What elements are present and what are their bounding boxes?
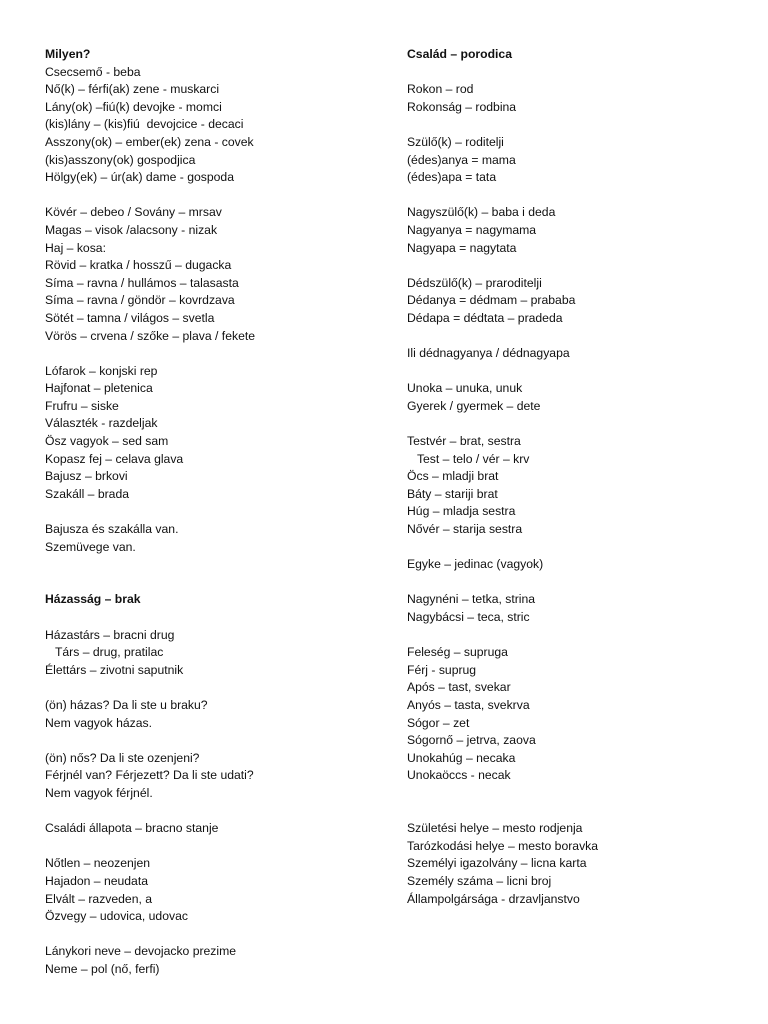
vocab-line: Testvér – brat, sestra	[407, 434, 521, 449]
vocab-line: Szülő(k) – roditelji	[407, 134, 504, 149]
vocab-line: Rövid – kratka / hosszű – dugacka	[45, 258, 232, 273]
vocab-line: Gyerek / gyermek – dete	[407, 398, 541, 413]
blank-line	[407, 187, 747, 205]
section-heading: Házasság – brak	[45, 592, 141, 607]
vocab-line: Unokaöccs - necak	[407, 768, 511, 783]
vocab-line: Sógor – zet	[407, 715, 470, 730]
left-column	[45, 46, 385, 978]
vocab-line: Férjnél van? Férjezett? Da li ste udati?	[45, 768, 254, 783]
vocab-line: Báty – stariji brat	[407, 486, 498, 501]
vocab-line: Sötét – tamna / világos – svetla	[45, 310, 215, 325]
blank-line	[407, 257, 747, 275]
vocab-line: Bajusza és szakálla van.	[45, 522, 179, 537]
vocab-line: Rokon – rod	[407, 82, 474, 97]
blank-line	[407, 539, 747, 557]
vocab-line: Lófarok – konjski rep	[45, 363, 158, 378]
vocab-line: Szakáll – brada	[45, 486, 130, 501]
blank-line	[45, 556, 385, 574]
blank-line	[407, 116, 747, 134]
vocab-line: Szemüvege van.	[45, 539, 136, 554]
section-heading: Milyen?	[45, 47, 91, 61]
vocab-line: (kis)lány – (kis)fiú devojcice - decaci	[45, 117, 244, 132]
vocab-line: Nem vagyok férjnél.	[45, 785, 153, 800]
vocab-line: Dédszülő(k) – praroditelji	[407, 275, 542, 290]
vocab-line: Hölgy(ek) – úr(ak) dame - gospoda	[45, 170, 234, 185]
vocab-line: Neme – pol (nő, ferfi)	[45, 961, 160, 976]
vocab-line: Sógornő – jetrva, zaova	[407, 733, 536, 748]
vocab-line: Nagyszülő(k) – baba i deda	[407, 205, 556, 220]
vocab-line: Nőtlen – neozenjen	[45, 856, 151, 871]
blank-line	[407, 627, 747, 645]
vocab-line: Frufru – siske	[45, 398, 119, 413]
vocab-line: Csecsemő - beba	[45, 64, 141, 79]
blank-line	[45, 503, 385, 521]
vocab-line: Nem vagyok házas.	[45, 715, 153, 730]
vocab-line: (édes)anya = mama	[407, 152, 516, 167]
vocab-line: Lány(ok) –fiú(k) devojke - momci	[45, 99, 222, 114]
vocab-line: Személy száma – licni broj	[407, 873, 552, 888]
vocab-line: Házastárs – bracni drug	[45, 627, 175, 642]
vocab-line: Asszony(ok) – ember(ek) zena - covek	[45, 134, 254, 149]
blank-line	[407, 363, 747, 381]
blank-line	[45, 926, 385, 944]
vocab-line: (ön) házas? Da li ste u braku?	[45, 697, 208, 712]
vocab-line: Állampolgársága - drzavljanstvo	[407, 891, 580, 906]
blank-line	[407, 785, 747, 803]
vocab-line: Test – telo / vér – krv	[407, 451, 530, 466]
vocab-line: Személyi igazolvány – licna karta	[407, 856, 587, 871]
vocab-line: Öcs – mladji brat	[407, 469, 499, 484]
vocab-line: Nagynéni – tetka, strina	[407, 592, 536, 607]
vocab-line: Nővér – starija sestra	[407, 522, 523, 537]
blank-line	[407, 64, 747, 82]
blank-line	[407, 328, 747, 346]
blank-line	[45, 609, 385, 627]
vocab-line: Kövér – debeo / Sovány – mrsav	[45, 205, 222, 220]
vocab-line: Ösz vagyok – sed sam	[45, 434, 169, 449]
vocab-line: (ön) nős? Da li ste ozenjeni?	[45, 750, 200, 765]
blank-line	[407, 415, 747, 433]
blank-line	[45, 345, 385, 363]
vocab-line: Családi állapota – bracno stanje	[45, 821, 219, 836]
vocab-line: Vörös – crvena / szőke – plava / fekete	[45, 328, 256, 343]
blank-line	[407, 574, 747, 592]
vocab-line: Rokonság – rodbina	[407, 99, 517, 114]
vocab-line: Nagyapa = nagytata	[407, 240, 517, 255]
blank-line	[45, 803, 385, 821]
vocab-line: Társ – drug, pratilac	[45, 645, 164, 660]
vocab-line: Unokahúg – necaka	[407, 750, 516, 765]
vocab-line: Kopasz fej – celava glava	[45, 451, 184, 466]
vocab-line: Születési helye – mesto rodjenja	[407, 821, 583, 836]
vocab-line: Nagybácsi – teca, stric	[407, 610, 530, 624]
vocab-line: Férj - suprug	[407, 662, 477, 677]
vocab-line: Özvegy – udovica, udovac	[45, 909, 188, 924]
vocab-line: Egyke – jedinac (vagyok)	[407, 557, 544, 572]
vocab-line: Haj – kosa:	[45, 240, 106, 255]
vocab-line: Síma – ravna / göndör – kovrdzava	[45, 293, 235, 308]
vocab-line: Feleség – supruga	[407, 645, 508, 660]
vocab-line: (kis)asszony(ok) gospodjica	[45, 152, 196, 167]
vocab-line: Hajfonat – pletenica	[45, 381, 153, 396]
blank-line	[45, 574, 385, 592]
blank-line	[45, 838, 385, 856]
blank-line	[407, 803, 747, 821]
vocab-line: Ili dédnagyanya / dédnagyapa	[407, 346, 570, 361]
vocab-line: Magas – visok /alacsony - nizak	[45, 222, 218, 237]
vocab-line: Elvált – razveden, a	[45, 891, 153, 906]
vocab-line: Unoka – unuka, unuk	[407, 381, 523, 396]
blank-line	[45, 187, 385, 205]
vocab-line: Tarózkodási helye – mesto boravka	[407, 838, 599, 853]
vocab-line: Nagyanya = nagymama	[407, 222, 537, 237]
vocab-line: Hajadon – neudata	[45, 873, 149, 888]
vocab-line: Dédapa = dédtata – pradeda	[407, 310, 563, 325]
blank-line	[45, 679, 385, 697]
vocab-line: Síma – ravna / hullámos – talasasta	[45, 275, 239, 290]
vocab-line: Bajusz – brkovi	[45, 469, 128, 484]
section-heading: Család – porodica	[407, 47, 512, 61]
vocab-line: Anyós – tasta, svekrva	[407, 697, 530, 712]
right-column	[407, 46, 747, 908]
vocab-line: Élettárs – zivotni saputnik	[45, 662, 184, 677]
blank-line	[45, 732, 385, 750]
vocab-line: Választék - razdeljak	[45, 416, 158, 431]
vocab-line: Húg – mladja sestra	[407, 504, 516, 519]
vocab-line: Após – tast, svekar	[407, 680, 511, 695]
vocab-line: Lánykori neve – devojacko prezime	[45, 944, 237, 959]
vocab-line: (édes)apa = tata	[407, 170, 497, 185]
vocab-line: Nő(k) – férfi(ak) zene - muskarci	[45, 82, 220, 97]
vocab-line: Dédanya = dédmam – prababa	[407, 293, 576, 308]
